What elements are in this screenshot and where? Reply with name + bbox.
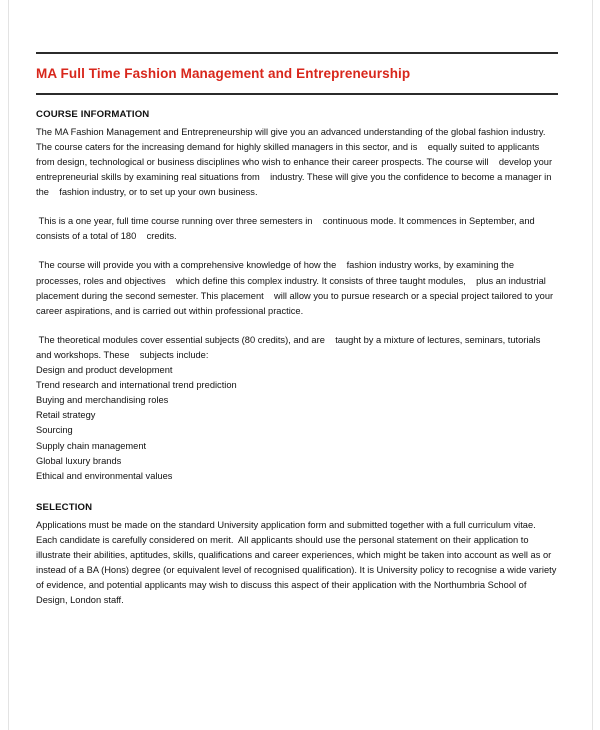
spacer — [36, 484, 558, 502]
list-item: Retail strategy — [36, 410, 96, 421]
section-heading-selection: SELECTION — [36, 501, 93, 513]
list-item: Global luxury brands — [36, 455, 122, 466]
list-item: Design and product development — [36, 365, 173, 376]
spacer — [36, 95, 558, 109]
page-title: MA Full Time Fashion Management and Entrepreneurship — [36, 66, 411, 81]
list-item: Buying and merchandising roles — [36, 395, 169, 406]
spacer — [36, 244, 558, 258]
paragraph-course-duration: This is a one year, full time course running over three semesters in continuous mode. It commences in September, and consists of a total of 180 credits. — [36, 216, 538, 242]
list-item: Sourcing — [36, 425, 73, 436]
paragraph-theoretical-modules: The theoretical modules cover essential subjects (80 credits), and are taught by a mixture of lectures, seminars, tutorials and workshops. These subjects include: — [36, 334, 543, 360]
page-border-left — [8, 0, 9, 730]
horizontal-rule-top — [36, 52, 558, 54]
list-item: Supply chain management — [36, 440, 147, 451]
paragraph-course-structure: The course will provide you with a comprehensive knowledge of how the fashion industry works, by examining the processes, roles and objectives which define this complex industry. It consists of three taught modules, plus an industrial placement during the second semester. This placement will allow you to pursue research or a special project tailored to your career aspirations, and is carried out within professional practice. — [36, 260, 564, 316]
paragraph-selection-criteria: Applications must be made on the standard University application form and submitted together with a full curriculum vitae. Each candidate is carefully considered on merit. All applicants should use the personal statement on their application to illustrate their abilities, aptitudes, skills, qualifications and career experiences, which might be taken into account as well as or instead of a BA (Hons) degree (or equivalent level of recognised qualification). It is University policy to recognise a wide variety of evidence, and potential applicants may wish to discuss this aspect of their application with the Northumbria School of Design, London staff. — [36, 519, 559, 606]
subject-list — [36, 363, 558, 484]
page-border-right — [592, 0, 593, 730]
paragraph-course-overview: The MA Fashion Management and Entrepreneurship will give you an advanced understanding of the global fashion industry. The course caters for the increasing demand for highly skilled managers in this sector, and is equally suited to applicants from design, technological or business disciplines who wish to enhance their career prospects. The course will develop your entrepreneurial skills by examining real situations from industry. These will give you the confidence to become a manager in the fashion industry, or to set up your own business. — [36, 126, 555, 198]
list-item: Trend research and international trend prediction — [36, 380, 237, 391]
spacer — [36, 200, 558, 214]
section-heading-course-information: COURSE INFORMATION — [36, 108, 150, 120]
spacer — [36, 319, 558, 333]
document-content — [36, 0, 564, 608]
list-item: Ethical and environmental values — [36, 470, 173, 481]
